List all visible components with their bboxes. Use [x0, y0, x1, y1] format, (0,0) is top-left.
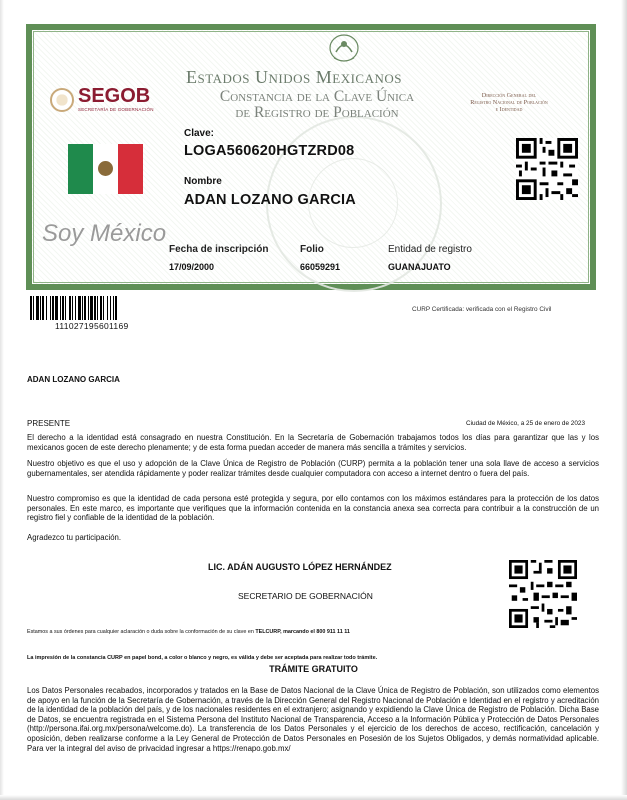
- barcode-bar: [103, 296, 104, 320]
- entidad-value: GUANAJUATO: [388, 262, 451, 272]
- presente: PRESENTE: [27, 419, 71, 428]
- barcode-bar: [82, 296, 83, 320]
- signer-title: SECRETARIO DE GOBERNACIÓN: [238, 591, 373, 601]
- entidad-label: Entidad de registro: [388, 244, 472, 255]
- thanks: Agradezco tu participación.: [27, 533, 122, 542]
- barcode-bar: [84, 296, 86, 320]
- contact-text: Estamos a sus órdenes para cualquier aclaración o duda sobre la conformación de su clave en: [27, 629, 256, 635]
- barcode-bar: [50, 296, 51, 320]
- direction-line-1: Dirección General del: [481, 92, 537, 99]
- privacy-notice: Los Datos Personales recabados, incorporados y tratados en la Base de Datos Nacional de la Clave Única de Registro de Población, son utilizados como elementos de apoyo en la función de la Secretaría de Gobernación, a través de la Dirección General del Registro Nacional de Población e Identidad en el registro y acreditación de la identidad de la población del país, y de los nacionales residentes en el extranjero; asignando y expidiendo la Clave Única de Registro de Población. Dicha Base de Datos, se encuentra registrada en el Sistema Persona del Instituto Nacional de Transparencia, Acceso a la Información Pública y Protección de Datos Personales (http://persona.ifai.org.mx/persona/welcome.do). La transferencia de los Datos Personales y el ejercicio de los derechos de acceso, rectificación, cancelación y oposición, deben realizarse conforme a la Ley General de Protección de Datos Personales en Posesión de los Sujetos Obligados, y demás normatividad aplicable. Para ver la integral del aviso de privacidad ingresar a https://renapo.gob.mx/: [27, 686, 599, 753]
- curp-certificate: [26, 24, 596, 290]
- barcode-bar: [78, 296, 81, 320]
- segob-logo: SEGOB: [78, 85, 151, 107]
- barcode-bar: [88, 296, 89, 320]
- segob-subtitle: SECRETARÍA DE GOBERNACIÓN: [78, 107, 154, 112]
- paragraph-3: Nuestro compromiso es que la identidad de cada persona esté protegida y segura, por ello contamos con los máximos estándares para la protección de los datos personales. En este marco, es importante que verifiques que la información contenida en la constancia anexa sea correcta para contribuir a la construcción de un registro fiel y confiable de la identidad de la población.: [27, 494, 599, 523]
- barcode-bar: [110, 296, 111, 320]
- name-value: ADAN LOZANO GARCIA: [184, 192, 356, 208]
- barcode-bar: [107, 296, 108, 320]
- segob-emblem-icon: [50, 88, 74, 112]
- barcode-bar: [113, 296, 114, 320]
- issuing-direction: [450, 92, 568, 113]
- nombre-label: Nombre: [184, 176, 222, 187]
- barcode-icon: [30, 296, 152, 320]
- place-date: Ciudad de México, a 25 de enero de 2023: [466, 420, 586, 427]
- contact-line: [27, 629, 350, 635]
- barcode-bar: [52, 296, 54, 320]
- paragraph-2: Nuestro objetivo es que el uso y adopción de la Clave Única de Registro de Población (CURP) permita a la población tener una sola llave de acceso a servicios gubernamentales, ser atendida rápidamente y poder realizar trámites desde cualquier computadora con acceso a internet dentro o fuera del país.: [27, 459, 599, 478]
- verification-qr-icon: [509, 560, 577, 628]
- barcode-bar: [72, 296, 73, 320]
- barcode-bar: [36, 296, 39, 320]
- clave-label: Clave:: [184, 128, 215, 139]
- barcode-bar: [65, 296, 66, 320]
- barcode-bar: [69, 296, 71, 320]
- folio-value: 66059291: [300, 262, 341, 272]
- barcode-bar: [33, 296, 34, 320]
- direction-line-3: e Identidad: [495, 106, 523, 113]
- barcode-bar: [46, 296, 47, 320]
- fecha-label: Fecha de inscripción: [169, 244, 269, 255]
- document-title-line-1: Constancia de la Clave Única: [219, 88, 415, 105]
- document-title: [182, 89, 452, 121]
- direction-line-2: Registro Nacional de Población: [470, 99, 548, 106]
- country-title: Estados Unidos Mexicanos: [186, 67, 402, 87]
- validity-note: La impresión de la constancia CURP en papel bond, a color o blanco y negro, es válida y debe ser aceptada para realizar todo trámite.: [27, 655, 378, 661]
- barcode-bar: [42, 296, 44, 320]
- barcode-bar: [60, 296, 61, 320]
- folio-label: Folio: [300, 244, 324, 255]
- telcurp-phone: TELCURP, marcando el 800 911 11 11: [255, 629, 350, 635]
- barcode-bar: [30, 296, 32, 320]
- barcode-bar: [55, 296, 58, 320]
- mexico-flag-icon: [68, 144, 143, 194]
- national-seal-icon: [322, 30, 366, 64]
- free-procedure: TRÁMITE GRATUITO: [269, 664, 358, 674]
- curp-value: LOGA560620HGTZRD08: [184, 143, 355, 159]
- barcode-bar: [75, 296, 76, 320]
- qr-code-icon: [516, 138, 578, 200]
- barcode-bar: [94, 296, 96, 320]
- barcode-bar: [100, 296, 102, 320]
- barcode-number: 111027195601169: [55, 321, 129, 331]
- document-title-line-2: de Registro de Población: [235, 104, 399, 121]
- addressee: ADAN LOZANO GARCIA: [27, 375, 120, 384]
- fecha-value: 17/09/2000: [169, 262, 215, 272]
- paragraph-1: El derecho a la identidad está consagrado en nuestra Constitución. En la Secretaría de Gobernación trabajamos todos los días para garantizar que las y los mexicanos gocen de este derecho plenamente; y de esta forma puedan acceder de manera más sencilla a trámites y servicios.: [27, 433, 599, 452]
- barcode-bar: [97, 296, 98, 320]
- slogan: Soy México: [42, 220, 167, 247]
- signer-name: LIC. ADÁN AUGUSTO LÓPEZ HERNÁNDEZ: [208, 562, 392, 572]
- barcode-bar: [40, 296, 41, 320]
- certified-note: CURP Certificada: verificada con el Registro Civil: [412, 306, 552, 313]
- barcode-bar: [90, 296, 93, 320]
- barcode-bar: [62, 296, 64, 320]
- barcode-bar: [115, 296, 117, 320]
